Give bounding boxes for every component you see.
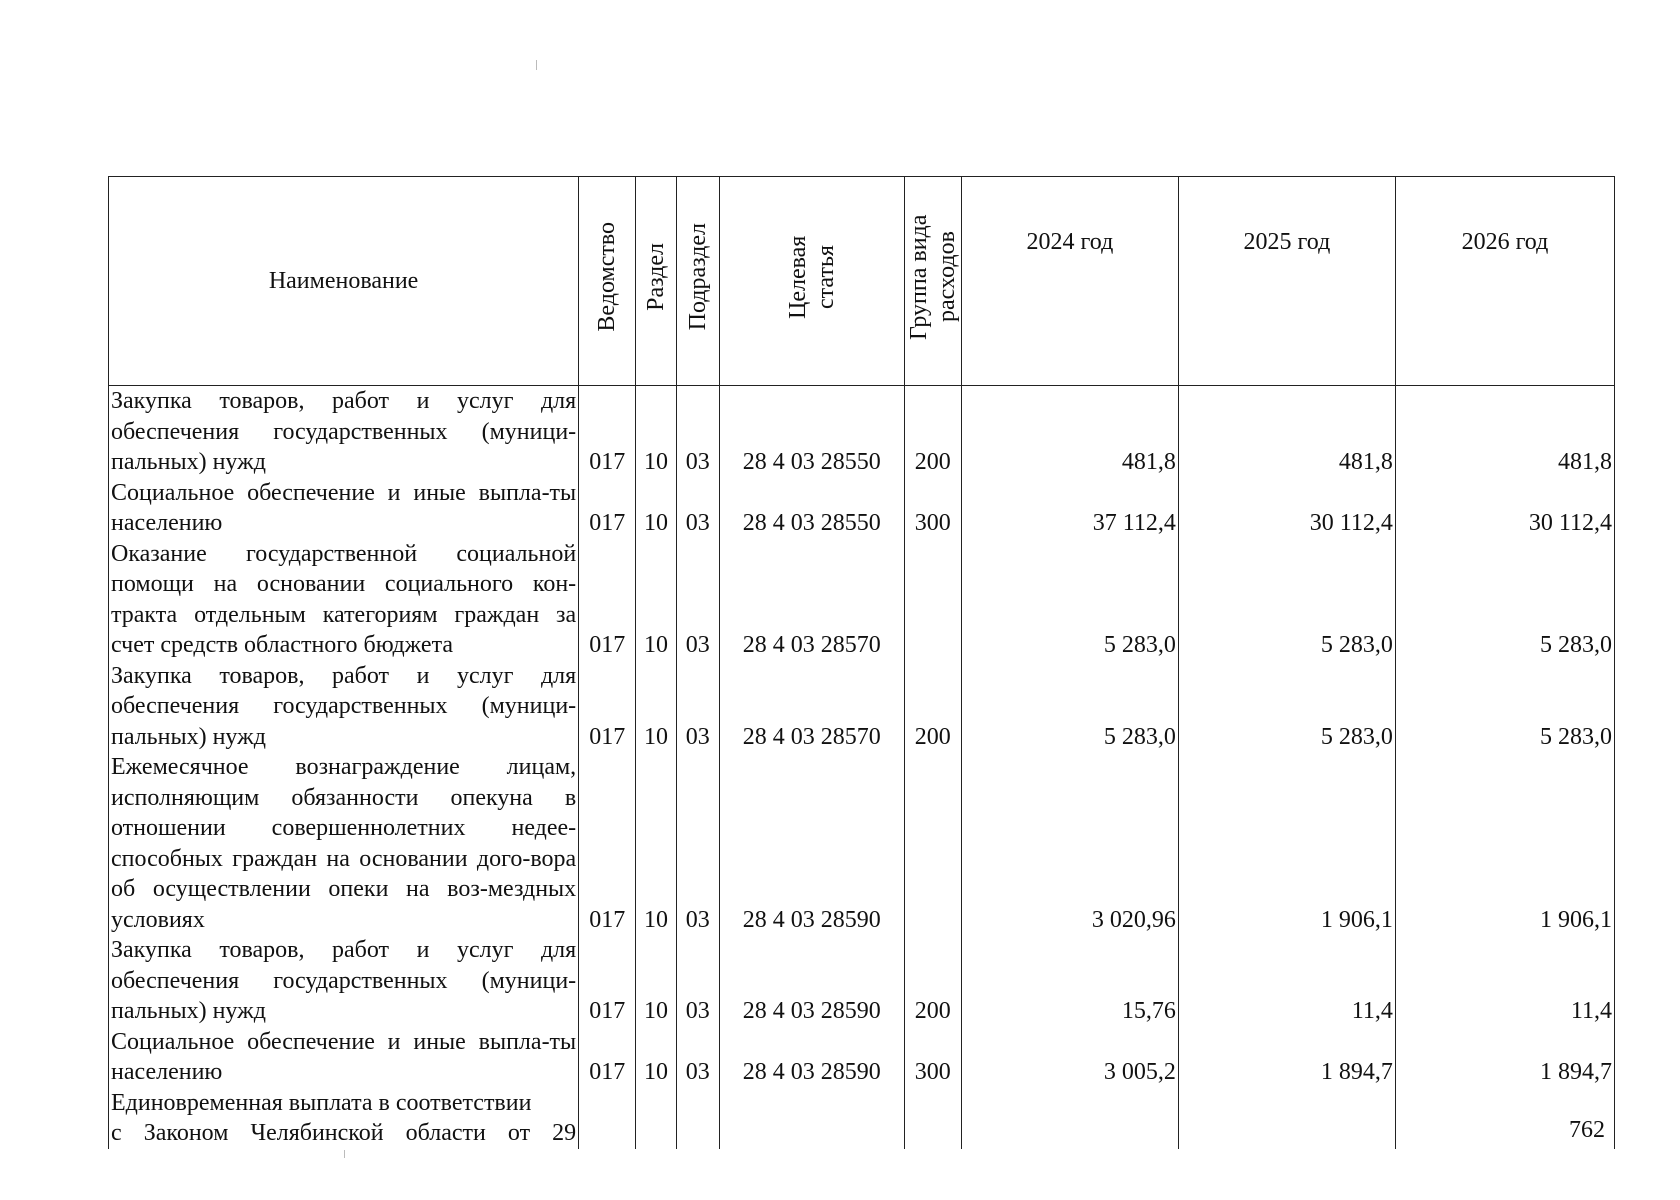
page-number: 762	[1569, 1117, 1605, 1143]
row-year-2025-cell: 1 894,7	[1178, 1027, 1395, 1088]
row-name-cell: Социальное обеспечение и иные выпла-ты населению	[109, 478, 579, 539]
empty-cell	[1178, 1088, 1395, 1149]
row-subsection-cell: 03	[676, 478, 719, 539]
row-subsection-cell: 03	[676, 386, 719, 478]
header-target-item: Целевая статья	[719, 177, 904, 386]
row-section-cell: 10	[636, 1027, 676, 1088]
row-name-cell: Закупка товаров, работ и услуг для обеспечения государственных (муници-пальных) нужд	[109, 661, 579, 753]
row-year-2026-cell: 481,8	[1395, 386, 1614, 478]
row-name-cell: Оказание государственной социальной помощи на основании социального кон-тракта отдельным категориям граждан за счет средств областного бюджета	[109, 539, 579, 661]
row-year-2024-cell: 5 283,0	[961, 539, 1178, 661]
row-section-cell: 10	[636, 478, 676, 539]
row-subsection-cell: 03	[676, 752, 719, 935]
row-section-cell: 10	[636, 539, 676, 661]
empty-cell	[579, 1088, 636, 1149]
row-year-2024-cell: 3 020,96	[961, 752, 1178, 935]
row-year-2025-cell: 30 112,4	[1178, 478, 1395, 539]
row-name-line: с Законом Челябинской области от 29	[111, 1120, 577, 1146]
row-year-2026-cell: 1 906,1	[1395, 752, 1614, 935]
row-section-cell: 10	[636, 752, 676, 935]
empty-cell	[676, 1088, 719, 1149]
row-department-cell: 017	[579, 1027, 636, 1088]
row-year-2024-cell: 5 283,0	[961, 661, 1178, 753]
row-expense-group-cell: 300	[904, 1027, 961, 1088]
row-department-cell: 017	[579, 752, 636, 935]
table-row	[109, 478, 1615, 539]
row-year-2025-cell: 5 283,0	[1178, 539, 1395, 661]
row-subsection-cell: 03	[676, 661, 719, 753]
header-name: Наименование	[109, 177, 579, 386]
row-year-2025-cell: 11,4	[1178, 935, 1395, 1027]
table-header-row	[109, 177, 1615, 386]
row-expense-group-cell: 200	[904, 386, 961, 478]
header-subsection: Подраздел	[676, 177, 719, 386]
row-target-item-cell: 28 4 03 28590	[719, 1027, 904, 1088]
table-row	[109, 661, 1615, 753]
table-row	[109, 539, 1615, 661]
row-name-cell	[109, 1088, 579, 1149]
table-row	[109, 935, 1615, 1027]
row-target-item-cell: 28 4 03 28590	[719, 935, 904, 1027]
row-target-item-cell: 28 4 03 28590	[719, 752, 904, 935]
row-subsection-cell: 03	[676, 1027, 719, 1088]
row-section-cell: 10	[636, 661, 676, 753]
row-year-2026-cell: 5 283,0	[1395, 539, 1614, 661]
row-subsection-cell: 03	[676, 935, 719, 1027]
table-row	[109, 752, 1615, 935]
header-department: Ведомство	[579, 177, 636, 386]
row-section-cell: 10	[636, 935, 676, 1027]
row-target-item-cell: 28 4 03 28570	[719, 661, 904, 753]
table-body	[109, 386, 1615, 1149]
header-expense-group: Группа вида расходов	[904, 177, 961, 386]
row-year-2026-cell: 30 112,4	[1395, 478, 1614, 539]
row-expense-group-cell: 200	[904, 935, 961, 1027]
scan-speck	[344, 1150, 345, 1158]
table-row	[109, 386, 1615, 478]
row-expense-group-cell: 300	[904, 478, 961, 539]
row-name-cell: Ежемесячное вознаграждение лицам, исполняющим обязанности опекуна в отношении совершеннолетних недее-способных граждан на основании дого-вора об осуществлении опеки на воз-мездных условиях	[109, 752, 579, 935]
table-row	[109, 1027, 1615, 1088]
empty-cell	[719, 1088, 904, 1149]
row-name-cell: Закупка товаров, работ и услуг для обеспечения государственных (муници-пальных) нужд	[109, 386, 579, 478]
header-year-2024: 2024 год	[961, 177, 1178, 386]
row-department-cell: 017	[579, 935, 636, 1027]
row-year-2024-cell: 37 112,4	[961, 478, 1178, 539]
empty-cell	[904, 1088, 961, 1149]
row-year-2025-cell: 5 283,0	[1178, 661, 1395, 753]
header-section: Раздел	[636, 177, 676, 386]
row-subsection-cell: 03	[676, 539, 719, 661]
row-year-2024-cell: 3 005,2	[961, 1027, 1178, 1088]
table-row-truncated	[109, 1088, 1615, 1149]
row-year-2025-cell: 1 906,1	[1178, 752, 1395, 935]
empty-cell	[961, 1088, 1178, 1149]
header-year-2025: 2025 год	[1178, 177, 1395, 386]
empty-cell	[636, 1088, 676, 1149]
row-name-line: Единовременная выплата в соответствии	[111, 1089, 532, 1116]
row-expense-group-cell	[904, 539, 961, 661]
row-department-cell: 017	[579, 478, 636, 539]
row-name-cell: Закупка товаров, работ и услуг для обеспечения государственных (муници-пальных) нужд	[109, 935, 579, 1027]
row-year-2026-cell: 5 283,0	[1395, 661, 1614, 753]
row-target-item-cell: 28 4 03 28550	[719, 478, 904, 539]
row-target-item-cell: 28 4 03 28570	[719, 539, 904, 661]
row-section-cell: 10	[636, 386, 676, 478]
row-year-2024-cell: 481,8	[961, 386, 1178, 478]
header-year-2026: 2026 год	[1395, 177, 1614, 386]
row-target-item-cell: 28 4 03 28550	[719, 386, 904, 478]
row-year-2024-cell: 15,76	[961, 935, 1178, 1027]
row-department-cell: 017	[579, 386, 636, 478]
row-expense-group-cell: 200	[904, 661, 961, 753]
row-year-2026-cell: 1 894,7	[1395, 1027, 1614, 1088]
row-name-cell: Социальное обеспечение и иные выпла-ты населению	[109, 1027, 579, 1088]
row-department-cell: 017	[579, 661, 636, 753]
scan-speck	[536, 60, 537, 70]
row-department-cell: 017	[579, 539, 636, 661]
budget-table	[108, 176, 1615, 1149]
row-year-2026-cell: 11,4	[1395, 935, 1614, 1027]
row-year-2025-cell: 481,8	[1178, 386, 1395, 478]
row-expense-group-cell	[904, 752, 961, 935]
